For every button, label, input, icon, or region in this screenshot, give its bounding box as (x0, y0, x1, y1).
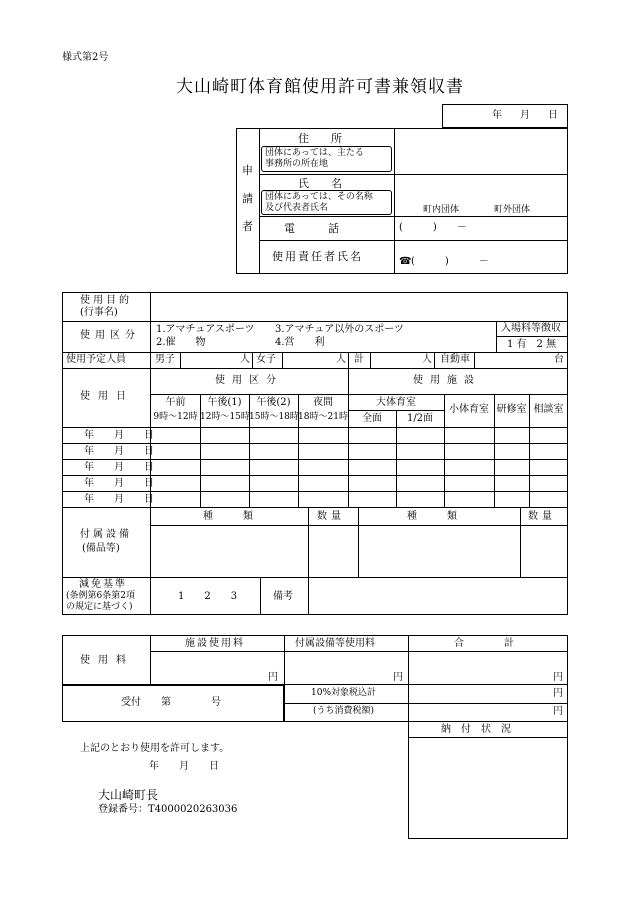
date-day: 日 (548, 110, 558, 121)
equipment-type-header: 種 類 (203, 511, 253, 522)
female-unit: 人 (336, 354, 346, 365)
remarks-label: 備考 (273, 591, 293, 602)
name-note-1: 団体にあっては、その名称 (265, 192, 373, 202)
date-row: 年 月 日 (84, 462, 154, 473)
people-label: 使用予定人員 (66, 354, 126, 365)
male-unit: 人 (240, 354, 250, 365)
total-fee-header: 合 計 (454, 638, 514, 649)
tax-target-yen: 円 (553, 688, 563, 699)
address-label: 住 所 (298, 132, 342, 145)
equipment-sublabel: (備品等) (82, 543, 120, 554)
page-title: 大山崎町体育館使用許可書兼領収書 (176, 77, 464, 97)
equipment-label: 付属設備 (80, 529, 132, 540)
consumption-tax-yen: 円 (553, 706, 563, 717)
slot-afternoon-2: 午後(2) (256, 397, 291, 408)
address-field[interactable] (395, 129, 567, 174)
purpose-label: 使用目的 (80, 295, 132, 306)
facility-fee-yen: 円 (268, 672, 278, 683)
phone-label: 電 話 (284, 222, 339, 235)
slot-night: 夜間 (313, 397, 333, 408)
applicant-side-1: 申 (242, 164, 253, 177)
slot-afternoon-2-time: 15時～18時 (249, 412, 299, 422)
name-note-2: 及び代表者氏名 (265, 203, 329, 213)
training-room-header: 研修室 (496, 404, 527, 415)
slot-afternoon-1-time: 12時～15時 (200, 412, 250, 422)
applicant-side-3: 者 (242, 220, 253, 233)
slot-morning-time: 9時～12時 (153, 412, 198, 422)
exemption-label: 減免基準 (79, 579, 127, 590)
female-label: 女子 (256, 354, 276, 365)
exemption-options[interactable]: 1 2 3 (178, 591, 238, 602)
consumption-tax-label: (うち消費税額) (313, 706, 375, 716)
equipment-type-header-2: 種 類 (407, 511, 457, 522)
equipment-fee-yen: 円 (393, 672, 403, 683)
date-row: 年 月 日 (84, 494, 154, 505)
date-row: 年 月 日 (84, 430, 154, 441)
total-fee-yen: 円 (553, 672, 563, 683)
name-label: 氏 名 (298, 177, 342, 190)
group-in-town[interactable]: 町内団体 (423, 205, 460, 215)
date-month: 月 (520, 110, 530, 121)
slot-afternoon-1: 午後(1) (207, 397, 242, 408)
address-note-1: 団体にあっては、主たる (265, 148, 364, 158)
responsible-field[interactable]: ( ) － (411, 256, 489, 267)
purpose-sublabel: (行事名) (80, 307, 118, 318)
date-row: 年 月 日 (84, 478, 154, 489)
total-label: 計 (354, 354, 364, 365)
category-option-2[interactable]: 2.催 物 (156, 337, 206, 348)
name-field[interactable] (395, 175, 567, 205)
mayor-name: 大山崎町長 (98, 788, 159, 802)
form-number: 様式第2号 (62, 52, 109, 63)
tax-target-label: 10%対象税込計 (311, 688, 377, 698)
consult-room-header: 相談室 (533, 404, 564, 415)
half-court-header: 1/2面 (406, 413, 434, 424)
phone-field[interactable]: ( ) － (399, 222, 467, 233)
exemption-sublabel-1: (条例第6条第2項 (66, 591, 135, 601)
slot-morning: 午前 (165, 397, 186, 408)
facility-header: 使用施設 (413, 375, 481, 386)
date-year: 年 (492, 110, 502, 121)
equipment-qty-header-2: 数量 (528, 511, 556, 522)
main-gym-header: 大体育室 (376, 397, 416, 408)
exemption-sublabel-2: の規定に基づく) (66, 602, 133, 612)
male-label: 男子 (155, 354, 175, 365)
receipt-number-label: 受付 第 号 (121, 697, 221, 708)
equipment-fee-header: 付属設備等使用料 (295, 638, 375, 649)
category-option-4[interactable]: 4.営 利 (275, 337, 325, 348)
category-label: 使用区分 (80, 330, 140, 341)
responsible-label: 使用責任者氏名 (272, 250, 363, 263)
usage-category-header: 使用区分 (215, 375, 283, 386)
usage-date-label: 使用日 (80, 391, 134, 402)
total-unit: 人 (422, 354, 432, 365)
category-option-1[interactable]: 1.アマチュアスポーツ (156, 324, 255, 335)
car-label: 自動車 (440, 354, 470, 365)
usage-fee-label: 使用料 (80, 655, 134, 666)
admission-fee-options[interactable]: 1 有 2 無 (507, 339, 557, 350)
purpose-field[interactable] (151, 293, 567, 321)
small-gym-header: 小体育室 (449, 404, 489, 415)
permission-date: 年 月 日 (149, 761, 219, 772)
facility-fee-header: 施設使用料 (185, 638, 245, 649)
payment-status-header: 納 付 状 況 (441, 724, 511, 735)
date-row: 年 月 日 (84, 446, 154, 457)
registration-number: 登録番号：T4000020263036 (98, 804, 238, 815)
full-court-header: 全面 (362, 413, 382, 424)
car-unit: 台 (554, 354, 564, 365)
admission-fee-label: 入場料等徴収 (501, 323, 561, 334)
phone2-icon: ☎ (399, 256, 412, 267)
applicant-side-2: 請 (242, 192, 253, 205)
equipment-qty-header: 数量 (317, 511, 345, 522)
slot-night-time: 18時～21時 (298, 412, 348, 422)
remarks-field[interactable] (309, 578, 567, 614)
address-note-2: 事務所の所在地 (265, 159, 329, 169)
group-out-town[interactable]: 町外団体 (494, 205, 531, 215)
permission-text: 上記のとおり使用を許可します。 (80, 743, 230, 754)
payment-status-box (408, 721, 568, 839)
category-option-3[interactable]: 3.アマチュア以外のスポーツ (275, 324, 404, 335)
